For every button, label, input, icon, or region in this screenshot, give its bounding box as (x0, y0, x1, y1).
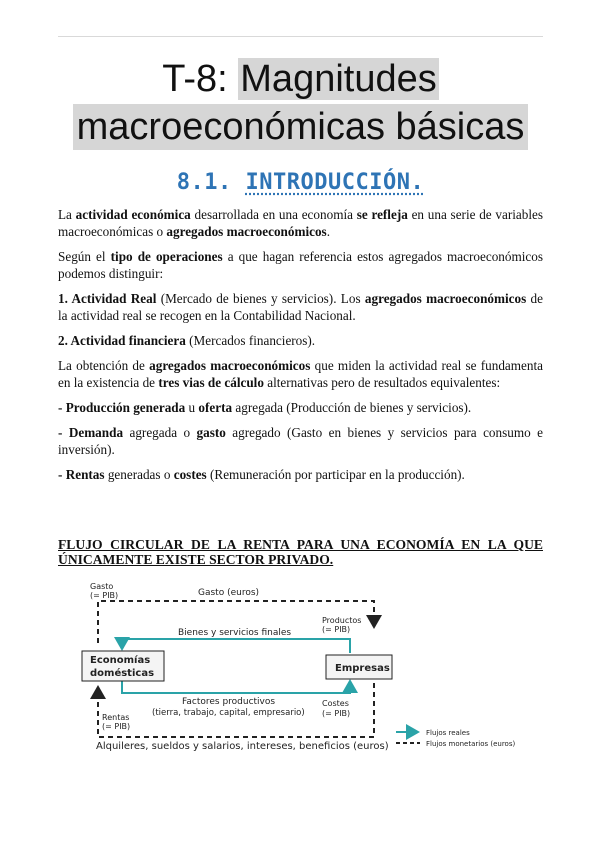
bienes-label: Bienes y servicios finales (178, 628, 292, 638)
bold-text: agregados macroeconómicos (149, 358, 311, 373)
paragraph-6 (58, 399, 543, 416)
legend-real-label: Flujos reales (426, 729, 470, 737)
economias-label-1: Economías (90, 655, 151, 666)
costes-label: Costes (322, 699, 349, 708)
text: alternativas pero de resultados equivalentes: (263, 375, 501, 390)
text: en una serie de variables macroeconómicas o (58, 207, 543, 239)
bold-text: - Producción generada (58, 400, 186, 415)
bold-text: 2. Actividad financiera (58, 333, 186, 348)
title-prefix: T-8: (162, 58, 239, 100)
top-rule (58, 36, 543, 37)
paragraph-2 (58, 248, 543, 282)
bold-text: se refleja (356, 207, 408, 222)
text: agregada (Producción de bienes y servicios). (232, 400, 472, 415)
costes-pib: (= PIB) (322, 709, 351, 718)
rentas-pib: (= PIB) (102, 722, 131, 731)
productos-pib: (= PIB) (322, 625, 351, 634)
legend-monetary-label: Flujos monetarios (euros) (426, 740, 516, 748)
bold-text: costes (173, 467, 207, 482)
factores-detail: (tierra, trabajo, capital, empresario) (152, 708, 305, 718)
bold-text: agregados macroeconómicos (364, 291, 527, 306)
bold-text: oferta (198, 400, 233, 415)
text: Según el (58, 249, 111, 264)
bold-text: actividad económica (75, 207, 191, 222)
text: que miden la actividad real se fundamenta en la existencia de (58, 358, 543, 390)
text: (Mercados financieros). (185, 333, 316, 348)
text: (Mercado de bienes y servicios). Los (156, 291, 365, 306)
paragraph-7 (58, 424, 543, 458)
factores-label: Factores productivos (182, 697, 276, 707)
productos-label: Productos (322, 616, 362, 625)
section-title: INTRODUCCIÓN. (245, 170, 425, 195)
text: agregada o (123, 425, 197, 440)
rentas-label: Rentas (102, 713, 130, 722)
bold-text: agregados macroeconómicos (166, 224, 327, 239)
bold-text: tres vias de cálculo (158, 375, 264, 390)
bold-text: - Rentas (58, 467, 105, 482)
empresas-label: Empresas (335, 663, 390, 674)
circular-flow-diagram (60, 575, 540, 760)
paragraph-8 (58, 466, 543, 483)
title-line2: macroeconómicas básicas (73, 104, 529, 150)
flow-title: FLUJO CIRCULAR DE LA RENTA PARA UNA ECONOMÍA EN LA QUE ÚNICAMENTE EXISTE SECTOR PRIVADO. (58, 537, 543, 567)
body-text (58, 206, 543, 491)
paragraph-5 (58, 357, 543, 391)
text: de la actividad real se recogen en la Contabilidad Nacional. (58, 291, 543, 323)
text: La obtención de (58, 358, 150, 373)
bold-text: - Demanda (58, 425, 124, 440)
text: desarrollada en una economía (190, 207, 357, 222)
bold-text: gasto (196, 425, 226, 440)
page-title (58, 56, 543, 150)
text: . (326, 224, 330, 239)
text: a que hagan referencia estos agregados macroeconómicos podemos distinguir: (58, 249, 543, 281)
text: u (185, 400, 199, 415)
text: La (58, 207, 76, 222)
paragraph-1 (58, 206, 543, 240)
text: agregado (Gasto en bienes y servicios para consumo e inversión). (58, 425, 543, 457)
text: generadas o (104, 467, 174, 482)
bottom-label: Alquileres, sueldos y salarios, intereses, beneficios (euros) (96, 741, 389, 752)
economias-label-2: domésticas (90, 668, 155, 679)
bold-text: tipo de operaciones (110, 249, 223, 264)
text: (Remuneración por participar en la producción). (206, 467, 465, 482)
gasto-label: Gasto (90, 582, 114, 591)
bold-text: 1. Actividad Real (58, 291, 157, 306)
title-highlight: Magnitudes (240, 58, 437, 100)
paragraph-3 (58, 290, 543, 324)
section-heading (58, 170, 543, 195)
gasto-pib: (= PIB) (90, 591, 119, 600)
gasto-euros-label: Gasto (euros) (198, 588, 260, 598)
section-number: 8.1. (176, 170, 232, 195)
paragraph-4 (58, 332, 543, 349)
